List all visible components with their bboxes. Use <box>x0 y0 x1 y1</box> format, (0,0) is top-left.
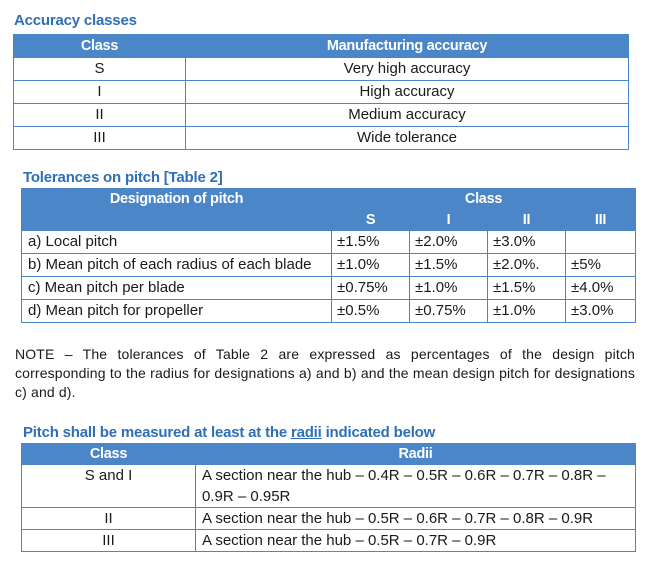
value-cell: ±1.0% <box>410 277 488 300</box>
accuracy-classes-heading: Accuracy classes <box>14 12 137 29</box>
table-row <box>22 254 636 277</box>
accuracy-cell: High accuracy <box>186 81 629 104</box>
tolerances-note: NOTE – The tolerances of Table 2 are expressed as percentages of the design pitch corresponding to the radius for designations a) and b) and the mean design pitch for designations c) and d). <box>15 346 635 400</box>
designation-cell: d) Mean pitch for propeller <box>22 300 332 323</box>
accuracy-cell: Wide tolerance <box>186 127 629 150</box>
radii-cell: A section near the hub – 0.5R – 0.7R – 0.9R <box>196 530 636 552</box>
table-row <box>22 465 636 508</box>
table-row <box>22 231 636 254</box>
value-cell: ±1.5% <box>488 277 566 300</box>
value-cell: ±3.0% <box>566 300 636 323</box>
designation-cell: a) Local pitch <box>22 231 332 254</box>
class-cell: S and I <box>22 465 196 508</box>
column-header-manufacturing-accuracy: Manufacturing accuracy <box>186 35 629 58</box>
radii-cell: A section near the hub – 0.5R – 0.6R – 0.7R – 0.8R – 0.9R <box>196 508 636 530</box>
column-header-class: Class <box>332 189 636 210</box>
table-row <box>14 104 629 127</box>
subcolumn-header-ii: II <box>488 210 566 231</box>
column-header-radii: Radii <box>196 444 636 465</box>
value-cell: ±5% <box>566 254 636 277</box>
class-cell: III <box>14 127 186 150</box>
value-cell <box>566 231 636 254</box>
table-row <box>22 277 636 300</box>
subcolumn-header-i: I <box>410 210 488 231</box>
radii-heading-suffix: indicated below <box>321 424 436 441</box>
table-header-row <box>22 444 636 465</box>
value-cell: ±4.0% <box>566 277 636 300</box>
radii-heading <box>23 424 435 441</box>
class-cell: II <box>22 508 196 530</box>
class-cell: III <box>22 530 196 552</box>
radii-cell: A section near the hub – 0.4R – 0.5R – 0.6R – 0.7R – 0.8R – 0.9R – 0.95R <box>196 465 636 508</box>
subcolumn-header-s: S <box>332 210 410 231</box>
tolerances-heading: Tolerances on pitch [Table 2] <box>23 169 223 186</box>
value-cell: ±2.0% <box>410 231 488 254</box>
table-row <box>22 300 636 323</box>
value-cell: ±0.75% <box>332 277 410 300</box>
radii-heading-underlined: radii <box>290 424 322 441</box>
subcolumn-header-iii: III <box>566 210 636 231</box>
column-header-class: Class <box>22 444 196 465</box>
value-cell: ±3.0% <box>488 231 566 254</box>
value-cell: ±0.5% <box>332 300 410 323</box>
accuracy-cell: Very high accuracy <box>186 58 629 81</box>
value-cell: ±2.0%. <box>488 254 566 277</box>
value-cell: ±1.0% <box>488 300 566 323</box>
class-cell: I <box>14 81 186 104</box>
accuracy-classes-table <box>13 34 629 150</box>
table-row <box>14 127 629 150</box>
class-cell: II <box>14 104 186 127</box>
table-row <box>22 508 636 530</box>
table-header-row <box>14 35 629 58</box>
accuracy-cell: Medium accuracy <box>186 104 629 127</box>
class-cell: S <box>14 58 186 81</box>
radii-table <box>21 443 636 552</box>
value-cell: ±0.75% <box>410 300 488 323</box>
tolerances-table <box>21 188 636 323</box>
value-cell: ±1.5% <box>332 231 410 254</box>
table-row <box>14 81 629 104</box>
value-cell: ±1.5% <box>410 254 488 277</box>
table-row <box>22 530 636 552</box>
designation-cell: c) Mean pitch per blade <box>22 277 332 300</box>
value-cell: ±1.0% <box>332 254 410 277</box>
column-header-class: Class <box>14 35 186 58</box>
table-header-row <box>22 189 636 210</box>
radii-heading-prefix: Pitch shall be measured at least at the <box>23 424 291 441</box>
table-row <box>14 58 629 81</box>
designation-cell: b) Mean pitch of each radius of each blade <box>22 254 332 277</box>
column-header-designation: Designation of pitch <box>22 189 332 231</box>
